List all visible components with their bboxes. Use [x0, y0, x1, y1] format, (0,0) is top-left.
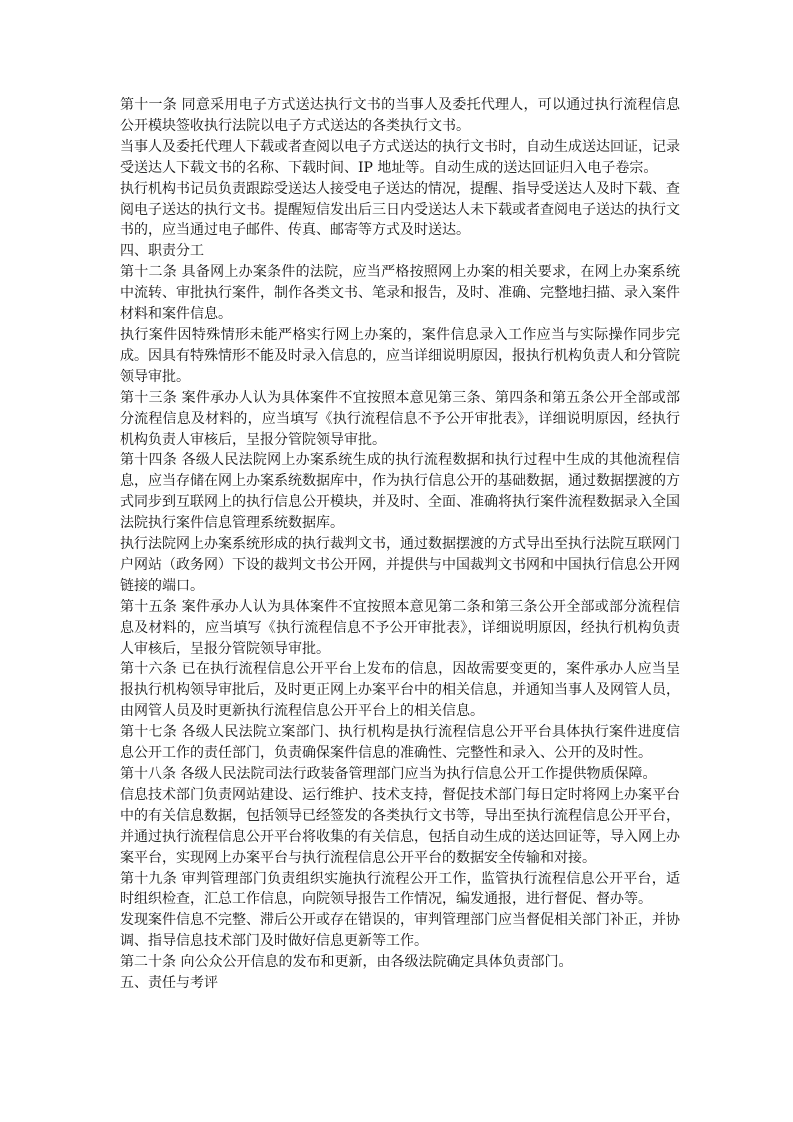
document-body: [120, 95, 680, 994]
article-19: 第十九条 审判管理部门负责组织实施执行流程公开工作，监管执行流程信息公开平台，适时组织检查，汇总工作信息，向院领导报告工作情况，编发通报，进行督促、督办等。: [120, 870, 680, 908]
article-14-para-2: 执行法院网上办案系统形成的执行裁判文书，通过数据摆渡的方式导出至执行法院互联网门户网站（政务网）下设的裁判文书公开网，并提供与中国裁判文书网和中国执行信息公开网链接的端口。: [120, 536, 680, 594]
article-11: 第十一条 同意采用电子方式送达执行文书的当事人及委托代理人，可以通过执行流程信息公开模块签收执行法院以电子方式送达的各类执行文书。: [120, 97, 680, 134]
article-14: 第十四条 各级人民法院网上办案系统生成的执行流程数据和执行过程中生成的其他流程信息，应当存储在网上办案系统数据库中，作为执行信息公开的基础数据，通过数据摆渡的方式同步到互联网上的执行信息公开模块，并及时、全面、准确将执行案件流程数据录入全国法院执行案件信息管理系统数据库。: [120, 452, 680, 532]
article-16: 第十六条 已在执行流程信息公开平台上发布的信息，因故需要变更的，案件承办人应当呈报执行机构领导审批后，及时更正网上办案平台中的相关信息，并通知当事人及网管人员，由网管人员及时更新执行流程信息公开平台上的相关信息。: [120, 661, 680, 720]
section-5-heading: 五、责任与考评: [120, 975, 218, 992]
article-12-para-2: 执行案件因特殊情形未能严格实行网上办案的，案件信息录入工作应当与实际操作同步完成。因具有特殊情形不能及时录入信息的，应当详细说明原因，报执行机构负责人和分管院领导审批。: [120, 326, 680, 385]
article-11-para-2: 当事人及委托代理人下载或者查阅以电子方式送达的执行文书时，自动生成送达回证，记录受送达人下载文书的名称、下载时间、IP 地址等。自动生成的送达回证归入电子卷宗。: [120, 138, 680, 176]
article-15: 第十五条 案件承办人认为具体案件不宜按照本意见第二条和第三条公开全部或部分流程信息及材料的，应当填写《执行流程信息不予公开审批表》，详细说明原因，经执行机构负责人审核后，呈报分管院领导审批。: [120, 598, 680, 657]
section-4-heading: 四、职责分工: [120, 243, 204, 260]
article-18: 第十八条 各级人民法院司法行政装备管理部门应当为执行信息公开工作提供物质保障。: [120, 766, 657, 782]
article-18-para-2: 信息技术部门负责网站建设、运行维护、技术支持，督促技术部门每日定时将网上办案平台中的有关信息数据，包括领导已经签发的各类执行文书等，导出至执行流程信息公开平台，并通过执行流程信息公开平台将收集的有关信息，包括自动生成的送达回证等，导入网上办案平台，实现网上办案平台与执行流程信息公开平台的数据安全传输和对接。: [120, 786, 680, 866]
article-19-para-2: 发现案件信息不完整、滞后公开或存在错误的，审判管理部门应当督促相关部门补正，并协调、指导信息技术部门及时做好信息更新等工作。: [120, 912, 680, 950]
article-17: 第十七条 各级人民法院立案部门、执行机构是执行流程信息公开平台具体执行案件进度信息公开工作的责任部门，负责确保案件信息的准确性、完整性和录入、公开的及时性。: [120, 724, 680, 762]
article-20: 第二十条 向公众公开信息的发布和更新，由各级法院确定具体负责部门。: [120, 954, 573, 971]
article-12: 第十二条 具备网上办案条件的法院，应当严格按照网上办案的相关要求，在网上办案系统中流转、审批执行案件，制作各类文书、笔录和报告，及时、准确、完整地扫描、录入案件材料和案件信息。: [120, 264, 680, 323]
article-11-para-3: 执行机构书记员负责跟踪受送达人接受电子送达的情况，提醒、指导受送达人及时下载、查阅电子送达的执行文书。提醒短信发出后三日内受送达人未下载或者查阅电子送达的执行文书的，应当通过电子邮件、传真、邮寄等方式及时送达。: [120, 180, 680, 239]
article-13: 第十三条 案件承办人认为具体案件不宜按照本意见第三条、第四条和第五条公开全部或部分流程信息及材料的，应当填写《执行流程信息不予公开审批表》，详细说明原因，经执行机构负责人审核后，呈报分管院领导审批。: [120, 389, 680, 448]
